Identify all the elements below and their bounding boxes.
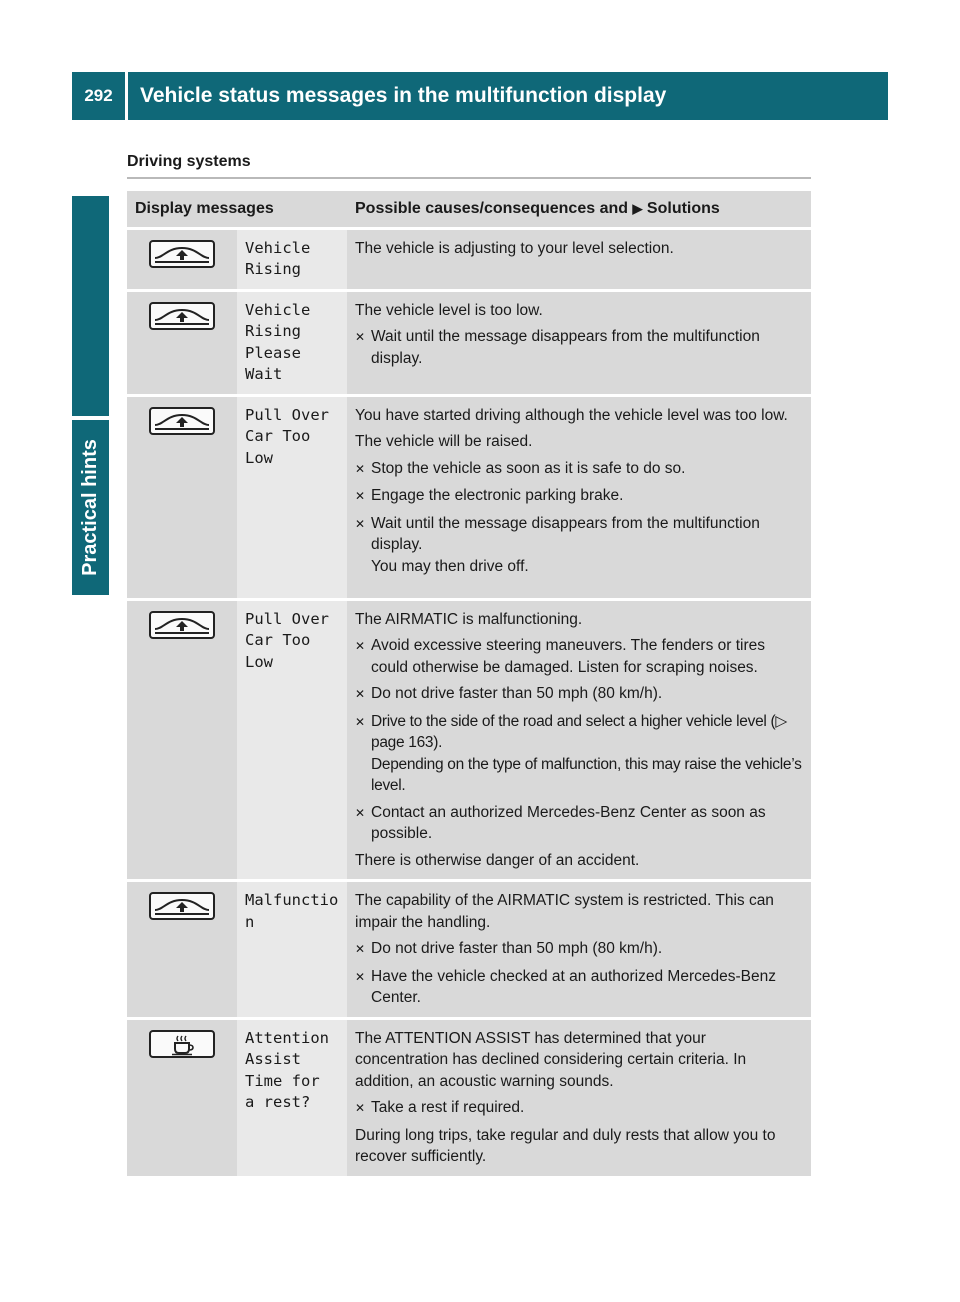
airmatic-level-icon — [149, 407, 215, 435]
airmatic-level-icon — [149, 611, 215, 639]
airmatic-level-icon — [149, 240, 215, 268]
solution-step: ✕ Take a rest if required. — [355, 1097, 803, 1120]
step-arrow-icon: ✕ — [355, 516, 366, 531]
row-icon-cell — [127, 1020, 237, 1176]
page-title: Vehicle status messages in the multifunction display — [128, 72, 888, 120]
table-row — [127, 230, 811, 289]
section-title: Driving systems — [127, 153, 811, 179]
solution-step: ✕ Wait until the message disappears from the multifunction display. You may then drive off. — [355, 513, 803, 578]
table-row — [127, 397, 811, 598]
description-text: The ATTENTION ASSIST has determined that your concentration has declined considering certain criteria. In addition, an acoustic warning sounds. — [355, 1029, 747, 1090]
solution-step: ✕ Have the vehicle checked at an authorized Mercedes-Benz Center. — [355, 966, 803, 1009]
header-causes-solutions — [347, 191, 811, 227]
display-message: Vehicle Rising — [237, 230, 347, 289]
solution-step: ✕ Engage the electronic parking brake. — [355, 485, 803, 508]
description-text: You have started driving although the vehicle level was too low. — [355, 406, 788, 424]
description-text: During long trips, take regular and duly rests that allow you to recover sufficiently. — [355, 1126, 776, 1165]
step-arrow-icon: ✕ — [355, 330, 366, 344]
row-icon-cell — [127, 882, 237, 1017]
airmatic-level-icon — [149, 302, 215, 330]
description-cell — [347, 230, 811, 289]
solution-step: ✕ Stop the vehicle as soon as it is safe to do so. — [355, 458, 803, 481]
row-icon-cell — [127, 397, 237, 598]
step-arrow-icon: ✕ — [355, 687, 366, 701]
step-arrow-icon: ✕ — [355, 969, 366, 984]
page-number: 292 — [72, 72, 125, 120]
play-arrow-icon: ▶ — [632, 201, 643, 216]
header-causes-label: Possible causes/consequences and — [355, 200, 629, 217]
table-header-row — [127, 191, 811, 227]
solution-step: ✕ Contact an authorized Mercedes-Benz Center as soon as possible. — [355, 802, 803, 845]
step-arrow-icon: ✕ — [355, 714, 366, 729]
step-arrow-icon: ✕ — [355, 1101, 366, 1115]
sidebar-marker — [72, 196, 109, 416]
table-row — [127, 601, 811, 880]
description-cell — [347, 601, 811, 880]
description-cell — [347, 397, 811, 598]
table-row — [127, 1020, 811, 1176]
step-arrow-icon: ✕ — [355, 942, 366, 956]
solution-step: ✕ Avoid excessive steering maneuvers. The fenders or tires could otherwise be damaged. Listen for scraping noises. — [355, 635, 803, 678]
step-arrow-icon: ✕ — [355, 639, 366, 653]
step-arrow-icon: ✕ — [355, 489, 366, 503]
description-text: There is otherwise danger of an accident. — [355, 851, 640, 869]
solution-step: ✕ Do not drive faster than 50 mph (80 km/h). — [355, 683, 803, 706]
airmatic-level-icon — [149, 892, 215, 920]
description-cell — [347, 292, 811, 394]
table-row — [127, 882, 811, 1017]
description-text: The AIRMATIC is malfunctioning. — [355, 610, 583, 628]
description-text: The vehicle level is too low. — [355, 301, 543, 319]
table-row — [127, 292, 811, 394]
solution-step: ✕ Do not drive faster than 50 mph (80 km/h). — [355, 938, 803, 961]
sidebar-tab — [72, 420, 109, 595]
description-text: The vehicle is adjusting to your level selection. — [355, 239, 674, 257]
step-arrow-icon: ✕ — [355, 805, 366, 820]
header-solutions-label: Solutions — [646, 200, 720, 217]
messages-table — [127, 188, 811, 1179]
display-message: Vehicle Rising Please Wait — [237, 292, 347, 394]
sidebar-label: Practical hints — [79, 439, 101, 576]
display-message: Malfunction — [237, 882, 347, 1017]
solution-step: ✕ Wait until the message disappears from the multifunction display. — [355, 326, 803, 369]
description-text: The vehicle will be raised. — [355, 433, 533, 450]
solution-step: ✕ Drive to the side of the road and select a higher vehicle level (▷ page 163). Depending on the type of malfunction, this may raise the vehicle’s level. — [355, 711, 803, 797]
row-icon-cell — [127, 230, 237, 289]
coffee-cup-icon — [149, 1030, 215, 1058]
display-message: Attention Assist Time for a rest? — [237, 1020, 347, 1176]
step-arrow-icon: ✕ — [355, 461, 366, 476]
row-icon-cell — [127, 601, 237, 880]
row-icon-cell — [127, 292, 237, 394]
description-cell — [347, 882, 811, 1017]
display-message: Pull Over Car Too Low — [237, 601, 347, 880]
description-text: The capability of the AIRMATIC system is restricted. This can impair the handling. — [355, 892, 774, 931]
header-display-messages: Display messages — [127, 191, 347, 227]
description-cell — [347, 1020, 811, 1176]
display-message: Pull Over Car Too Low — [237, 397, 347, 598]
